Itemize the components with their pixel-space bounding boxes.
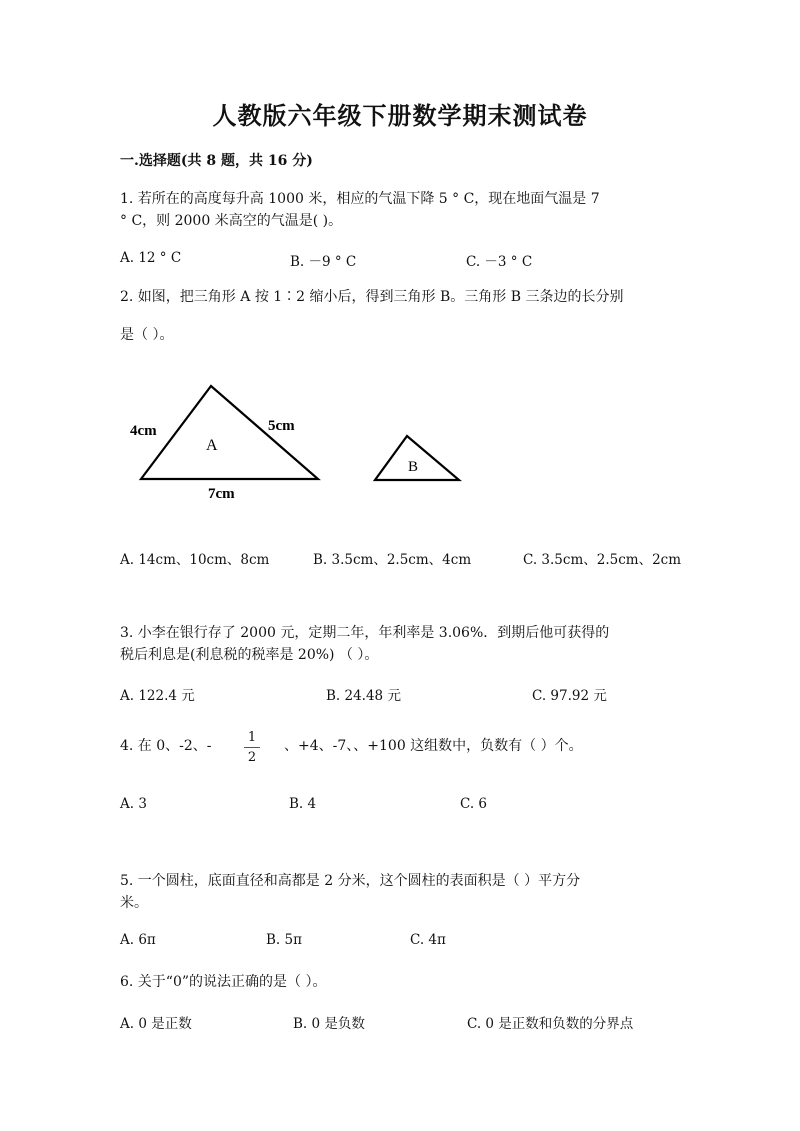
question-2-option-c: C. 3.5cm、2.5cm、2cm xyxy=(523,552,682,568)
question-2-line-1: 2. 如图，把三角形 A 按 1∶2 缩小后，得到三角形 B。三角形 B 三条边的长分别 xyxy=(120,289,624,305)
question-1-option-a: A. 12 ° C xyxy=(120,250,182,266)
question-2-option-b: B. 3.5cm、2.5cm、4cm xyxy=(313,552,472,568)
question-1-line-1: 1. 若所在的高度每升高 1000 米，相应的气温下降 5 ° C，现在地面气温是 7 xyxy=(120,191,600,207)
question-3-line-2: 税后利息是(利息税的税率是 20%) （ ）。 xyxy=(120,647,379,663)
question-2-line-2: 是（ ）。 xyxy=(120,327,174,343)
question-6-option-c: C. 0 是正数和负数的分界点 xyxy=(467,1016,634,1032)
question-1-option-b: B. －9 ° C xyxy=(290,254,357,270)
question-3-option-a: A. 122.4 元 xyxy=(120,688,195,704)
fraction-numerator: 1 xyxy=(247,730,257,745)
question-5-option-c: C. 4π xyxy=(410,932,446,948)
question-2-option-a: A. 14cm、10cm、8cm xyxy=(120,552,270,568)
question-3-option-c: C. 97.92 元 xyxy=(532,688,607,704)
question-5-line-1: 5. 一个圆柱，底面直径和高都是 2 分米，这个圆柱的表面积是（ ）平方分 xyxy=(120,873,581,889)
question-5-line-2: 米。 xyxy=(120,895,148,911)
fraction-denominator: 2 xyxy=(247,750,257,765)
question-1-line-2: ° C，则 2000 米高空的气温是( )。 xyxy=(120,213,343,229)
fraction-bar xyxy=(244,747,260,748)
question-4-prefix: 4. 在 0、-2、- xyxy=(120,738,212,754)
question-4-option-c: C. 6 xyxy=(460,796,488,812)
question-4-option-b: B. 4 xyxy=(289,796,317,812)
triangle-a-side-right: 5cm xyxy=(268,418,295,434)
question-5-option-a: A. 6π xyxy=(120,932,156,948)
question-3-line-1: 3. 小李在银行存了 2000 元，定期二年，年利率是 3.06%．到期后他可获得的 xyxy=(120,625,610,641)
page-title: 人教版六年级下册数学期末测试卷 xyxy=(212,101,588,130)
section-heading: 一.选择题(共 8 题，共 16 分) xyxy=(120,153,313,169)
question-3-option-b: B. 24.48 元 xyxy=(326,688,401,704)
fraction-one-half xyxy=(244,730,260,765)
question-4-option-a: A. 3 xyxy=(120,796,147,812)
question-1-option-c: C. －3 ° C xyxy=(466,254,533,270)
question-5-option-b: B. 5π xyxy=(266,932,302,948)
question-6-option-b: B. 0 是负数 xyxy=(293,1016,365,1032)
triangle-b-label: B xyxy=(408,459,419,475)
question-4-suffix: 、+4、-7、、+100 这组数中，负数有（ ）个。 xyxy=(284,738,583,754)
triangle-a-side-left: 4cm xyxy=(130,423,157,439)
question-6-option-a: A. 0 是正数 xyxy=(120,1016,192,1032)
triangle-a-side-bottom: 7cm xyxy=(208,486,235,502)
question-6-line-1: 6. 关于“0”的说法正确的是（ ）。 xyxy=(120,974,327,990)
triangle-a-label: A xyxy=(206,437,218,454)
